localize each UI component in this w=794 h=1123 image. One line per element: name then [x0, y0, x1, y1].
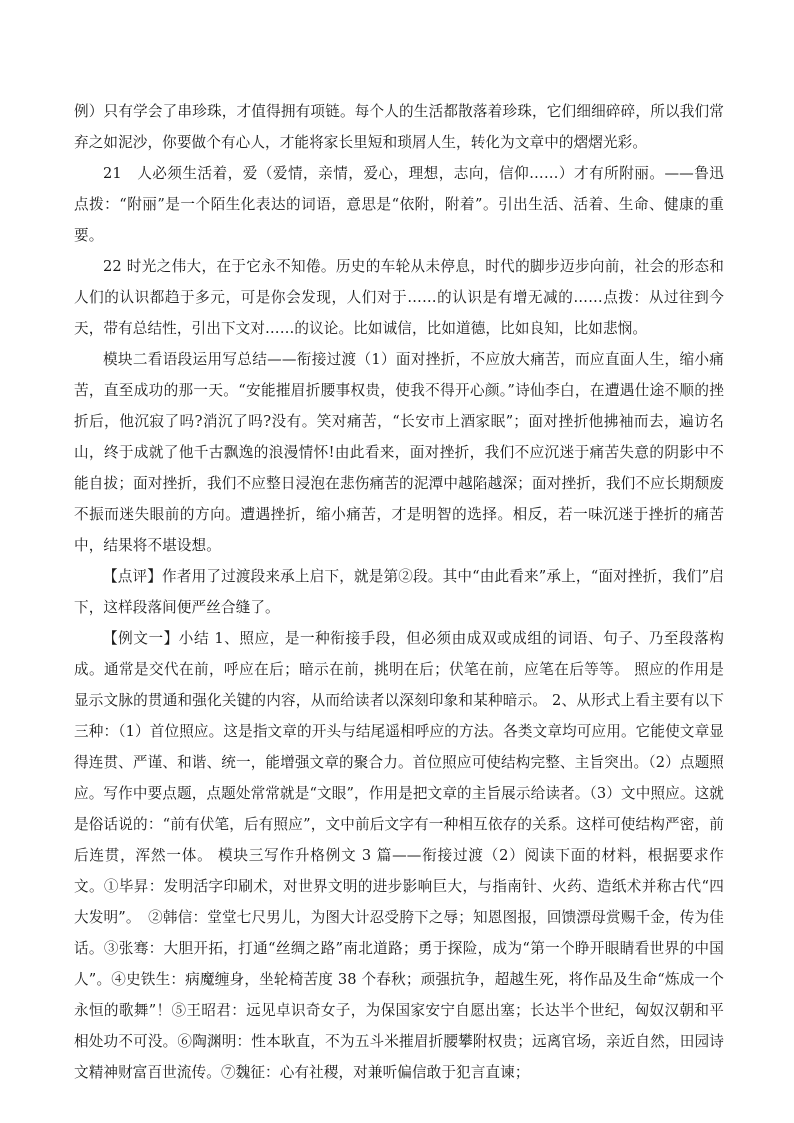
paragraph-21-luxun: 21 人必须生活着，爱（爱情，亲情，爱心，理想，志向，信仰……）才有所附丽。——鲁迅点拨：“附丽”是一个陌生化表达的词语，意思是“依附，附着”。引出生活、活着、生命、健康的重要。 [74, 165, 724, 244]
paragraph-module-two: 模块二看语段运用写总结——衔接过渡（1）面对挫折，不应放大痛苦，而应直面人生，缩小痛苦，直至成功的那一天。“安能摧眉折腰事权贵，使我不得开心颜。”诗仙李白，在遭遇仕途不顺的挫折后，他沉寂了吗?消沉了吗?没有。笑对痛苦，“长安市上酒家眠”；面对挫折他拂袖而去，遍访名山，终于成就了他千古飘逸的浪漫情怀!由此看来，面对挫折，我们不应沉迷于痛苦失意的阴影中不能自拔；面对挫折，我们不应整日浸泡在悲伤痛苦的泥潭中越陷越深；面对挫折，我们不应长期颓废不振而迷失眼前的方向。遭遇挫折，缩小痛苦，才是明智的选择。相反，若一味沉迷于挫折的痛苦中，结果将不堪设想。 [74, 351, 724, 554]
document-body [74, 96, 724, 1088]
paragraph-pearl-necklace: 例）只有学会了串珍珠，才值得拥有项链。每个人的生活都散落着珍珠，它们细细碎碎，所以我们常弃之如泥沙，你要做个有心人，才能将家长里短和琐屑人生，转化为文章中的熠熠光彩。 [74, 103, 724, 151]
paragraph-example-one: 【例文一】小结 1、照应，是一种衔接手段，但必须由成双或成组的词语、句子、乃至段落构成。通常是交代在前，呼应在后；暗示在前，挑明在后；伏笔在前，应笔在后等等。 照应的作用是显示文脉的贯通和强化关键的内容，从而给读者以深刻印象和某种暗示。 2、从形式上看主要有以下三种：（1）首位照应。这是指文章的开头与结尾遥相呼应的方法。各类文章均可应用。它能使文章显得连贯、严谨、和谐、统一，能增强文章的聚合力。首位照应可使结构完整、主旨突出。（2）点题照应。写作中要点题，点题处常常就是“文眼”，作用是把文章的主旨展示给读者。（3）文中照应。这就是俗话说的：“前有伏笔，后有照应”，文中前后文字有一种相互依存的关系。这样可使结构严密，前后连贯，浑然一体。 模块三写作升格例文 3 篇——衔接过渡（2）阅读下面的材料，根据要求作文。①毕昇：发明活字印刷术，对世界文明的进步影响巨大，与指南针、火药、造纸术并称古代“四大发明”。 ②韩信：堂堂七尺男儿，为图大计忍受胯下之辱；知恩图报，回馈漂母赏赐千金，传为佳话。③张骞：大胆开拓，打通“丝绸之路”南北道路；勇于探险，成为“第一个睁开眼睛看世界的中国人”。④史铁生：病魔缠身，坐轮椅苦度 38 个春秋；顽强抗争，超越生死，将作品及生命“炼成一个永恒的歌舞”！⑤王昭君：远见卓识奇女子，为保国家安宁自愿出塞；长达半个世纪，匈奴汉朝和平相处功不可没。⑥陶渊明：性本耿直，不为五斗米摧眉折腰攀附权贵；远离官场，亲近自然，田园诗文精神财富百世流传。⑦魏征：心有社稷，对兼听偏信敢于犯言直谏； [74, 630, 724, 1081]
paragraph-22-time: 22 时光之伟大，在于它永不知倦。历史的车轮从未停息，时代的脚步迈步向前，社会的形态和人们的认识都趋于多元，可是你会发现，人们对于……的认识是有增无减的……点拨：从过往到今天，带有总结性，引出下文对……的议论。比如诚信，比如道德，比如良知，比如悲悯。 [74, 258, 724, 337]
paragraph-comment: 【点评】作者用了过渡段来承上启下，就是第②段。其中“由此看来”承上，“面对挫折，我们”启下，这样段落间便严丝合缝了。 [74, 568, 724, 616]
